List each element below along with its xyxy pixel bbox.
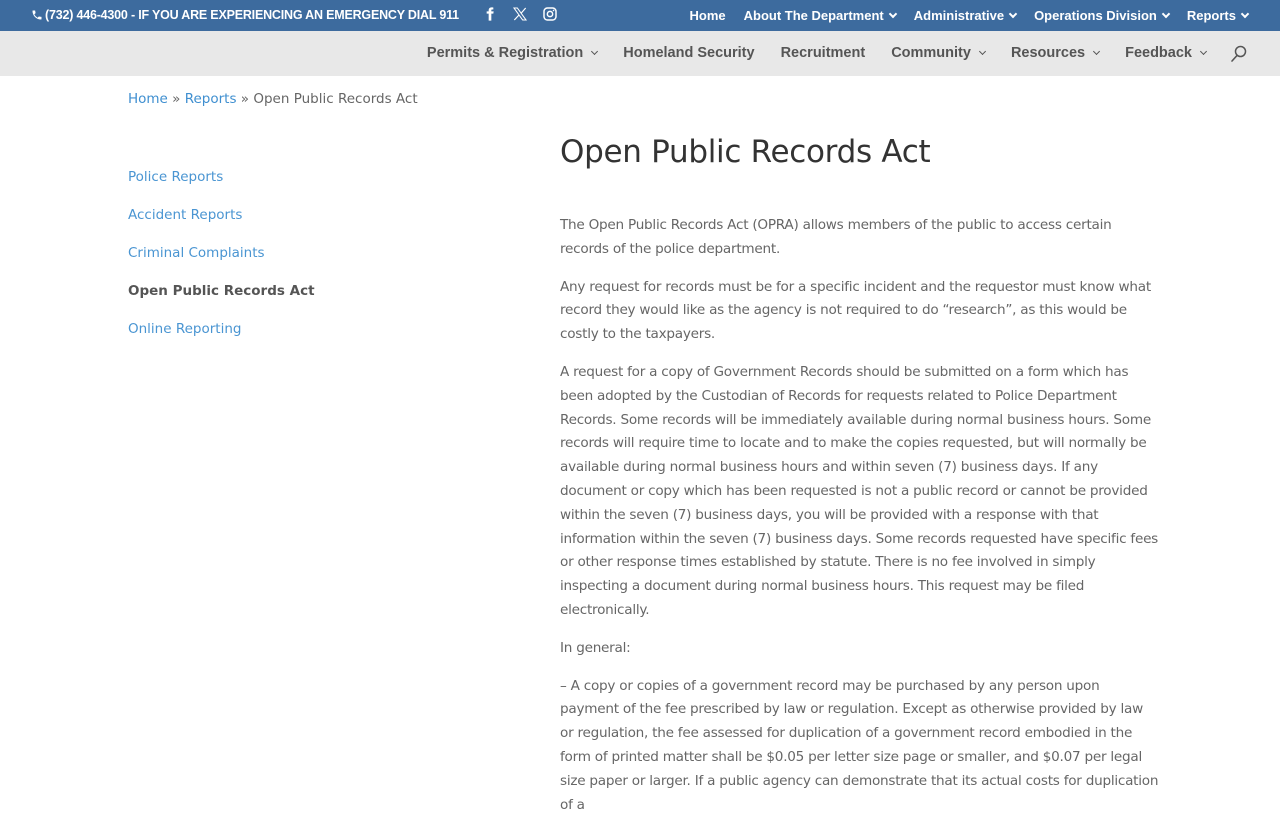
nav-label: Recruitment xyxy=(780,45,866,61)
main-content xyxy=(560,130,1160,831)
nav-recruitment[interactable] xyxy=(781,45,866,61)
phone-text: (732) 446-4300 - IF YOU ARE EXPERIENCING AN EMERGENCY DIAL 911 xyxy=(45,8,459,22)
nav-label: Resources xyxy=(1010,45,1086,61)
topnav-home[interactable] xyxy=(690,8,726,23)
nav-label: Homeland Security xyxy=(623,45,755,61)
sidebar-item-accident-reports[interactable]: Accident Reports xyxy=(128,207,243,223)
nav-label: Feedback xyxy=(1125,45,1192,61)
nav-resources[interactable] xyxy=(1011,45,1099,61)
topnav-administrative[interactable] xyxy=(914,8,1016,23)
chevron-down-icon xyxy=(1009,9,1017,17)
sidebar-item-open-public-records-act[interactable]: Open Public Records Act xyxy=(128,283,315,299)
topnav-label: Home xyxy=(689,8,726,23)
phone-icon xyxy=(31,9,43,21)
topnav-operations-division[interactable] xyxy=(1034,8,1169,23)
chevron-down-icon xyxy=(979,47,986,54)
paragraph-request-requirements: Any request for records must be for a specific incident and the requestor must know what record they would like as the agency is not required to do “research”, as this would be costly to the taxpayers. xyxy=(560,278,1151,343)
breadcrumb-current: Open Public Records Act xyxy=(253,91,418,107)
emergency-phone xyxy=(31,8,459,22)
nav-feedback[interactable] xyxy=(1125,45,1206,61)
sidebar-item-police-reports[interactable]: Police Reports xyxy=(128,169,224,185)
breadcrumb-separator: » xyxy=(167,91,185,107)
main-nav xyxy=(0,31,1280,76)
paragraph-intro: The Open Public Records Act (OPRA) allows members of the public to access certain records of the police department. xyxy=(560,217,1112,257)
breadcrumb-home[interactable]: Home xyxy=(128,91,168,107)
topnav-reports[interactable] xyxy=(1187,8,1248,23)
nav-permits-registration[interactable] xyxy=(427,45,597,61)
topnav-about-the-department[interactable] xyxy=(744,8,896,23)
paragraph-fees: – A copy or copies of a government record may be purchased by any person upon payment of the fee prescribed by law or regulation. Except as otherwise provided by law or regulation, the fee assessed for duplication of a government record embodied in the form of printed matter shall be $0.05 per letter size page or smaller, and $0.07 per legal size paper or larger. If a public agency can demonstrate that its actual costs for duplication of a xyxy=(560,677,1159,813)
paragraph-request-process: A request for a copy of Government Records should be submitted on a form which has been adopted by the Custodian of Records for requests related to Police Department Records. Some records will be immediately available during normal business hours. Some records will require time to locate and to make the copies requested, but will normally be available during normal business hours and within seven (7) business days. If any document or copy which has been requested is not a public record or cannot be provided within the seven (7) business days, you will be provided with a response with that information within the seven (7) business days. Some records requested have specific fees or other response times established by statute. There is no fee involved in simply inspecting a document during normal business hours. This request may be filed electronically. xyxy=(560,363,1159,618)
facebook-icon[interactable] xyxy=(482,6,498,22)
search-icon[interactable] xyxy=(1229,44,1249,64)
instagram-icon[interactable] xyxy=(542,6,558,22)
topnav-label: Operations Division xyxy=(1034,8,1157,23)
chevron-down-icon xyxy=(1162,9,1170,17)
page-title: Open Public Records Act xyxy=(560,134,931,170)
topnav-label: Reports xyxy=(1186,8,1236,23)
top-nav xyxy=(690,8,1249,23)
nav-label: Permits & Registration xyxy=(426,45,584,61)
chevron-down-icon xyxy=(1093,47,1100,54)
breadcrumb-separator: » xyxy=(236,91,254,107)
chevron-down-icon xyxy=(591,47,598,54)
sidebar-item-online-reporting[interactable]: Online Reporting xyxy=(128,321,242,337)
topnav-label: About The Department xyxy=(743,8,884,23)
chevron-down-icon xyxy=(1241,9,1249,17)
sidebar-item-criminal-complaints[interactable]: Criminal Complaints xyxy=(128,245,265,261)
chevron-down-icon xyxy=(889,9,897,17)
nav-community[interactable] xyxy=(891,45,985,61)
nav-homeland-security[interactable] xyxy=(623,45,754,61)
social-links xyxy=(482,6,558,22)
top-bar xyxy=(0,0,1280,31)
x-icon[interactable] xyxy=(512,6,528,22)
topnav-label: Administrative xyxy=(913,8,1005,23)
paragraph-in-general: In general: xyxy=(560,639,631,656)
chevron-down-icon xyxy=(1200,47,1207,54)
breadcrumb-reports[interactable]: Reports xyxy=(184,91,237,107)
nav-label: Community xyxy=(891,45,971,61)
breadcrumb xyxy=(128,91,418,107)
sidebar xyxy=(128,167,315,357)
